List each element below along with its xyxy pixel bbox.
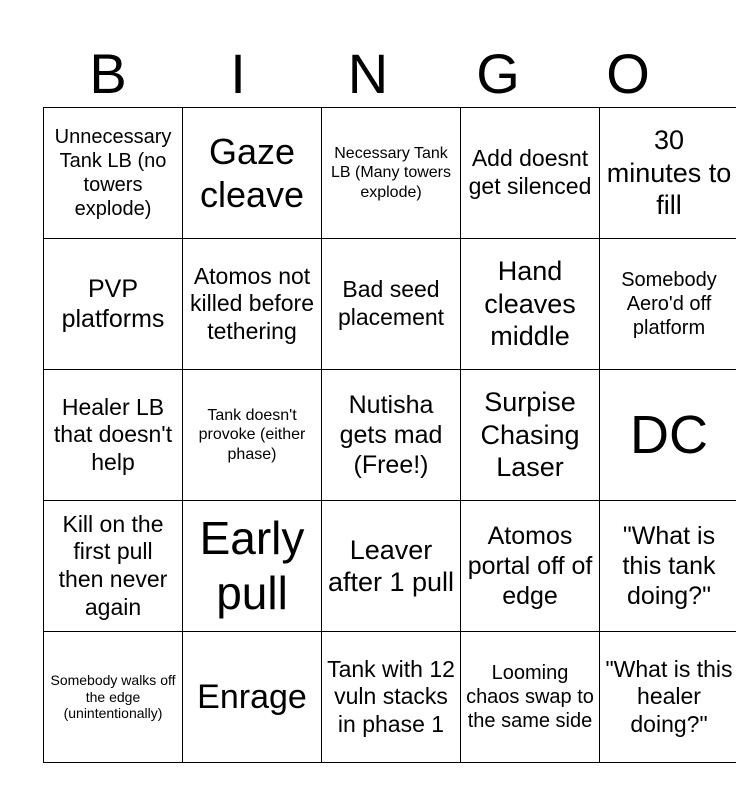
cell-label: Enrage [197,677,307,716]
cell-label: 30 minutes to fill [606,125,732,221]
header-letter-n: N [347,42,389,105]
cell-label: Atomos not killed before tethering [189,262,315,344]
bingo-cell[interactable] [183,239,322,370]
board-row [44,239,736,370]
cell-label: Leaver after 1 pull [327,534,455,597]
bingo-cell[interactable] [322,501,461,632]
header-letter-i: I [230,42,246,105]
bingo-cell[interactable] [461,370,600,501]
bingo-cell[interactable] [461,239,600,370]
cell-label: Add doesnt get silenced [468,145,592,199]
bingo-cell[interactable] [600,108,736,239]
bingo-cell[interactable] [461,501,600,632]
bingo-cell[interactable] [600,632,736,763]
bingo-cell[interactable] [322,632,461,763]
bingo-cell[interactable] [600,239,736,370]
cell-label: Gaze cleave [199,130,305,215]
bingo-cell[interactable] [461,632,600,763]
board-row [44,501,736,632]
bingo-cell[interactable] [44,632,183,763]
bingo-cell[interactable] [322,239,461,370]
bingo-cell[interactable] [44,108,183,239]
cell-label: Early pull [199,511,305,619]
cell-label: Atomos portal off of edge [467,522,593,610]
bingo-cell[interactable] [183,370,322,501]
bingo-cell[interactable] [600,501,736,632]
cell-label: PVP platforms [61,275,165,333]
cell-label: Tank doesn't provoke (either phase) [198,407,306,463]
cell-label: Somebody walks off the edge (unintentionally) [50,671,176,722]
bingo-cell[interactable] [44,239,183,370]
board-row [44,370,736,501]
bingo-cell[interactable] [600,370,736,501]
bingo-header [43,40,693,108]
bingo-cell[interactable] [322,108,461,239]
cell-label: Tank with 12 vuln stacks in phase 1 [327,655,455,737]
cell-label: Bad seed placement [337,276,445,330]
cell-label: Healer LB that doesn't help [53,393,173,475]
cell-label: Necessary Tank LB (Many towers explode) [330,145,452,201]
bingo-cell[interactable] [322,370,461,501]
cell-label: Nutisha gets mad (Free!) [339,391,443,479]
cell-label: "What is this healer doing?" [605,655,733,737]
cell-label: Somebody Aero'd off platform [621,269,717,339]
cell-label: Kill on the first pull then never again [58,510,168,620]
header-letter-o: O [606,42,650,105]
board-row [44,632,736,763]
bingo-cell[interactable] [44,370,183,501]
header-letter-b: B [89,42,127,105]
cell-label: Unnecessary Tank LB (no towers explode) [54,126,172,220]
bingo-board [43,107,736,763]
cell-label: Surpise Chasing Laser [480,387,580,483]
board-row [44,108,736,239]
bingo-cell[interactable] [183,632,322,763]
header-letter-g: G [476,42,520,105]
cell-label: Hand cleaves middle [484,256,576,352]
bingo-cell[interactable] [461,108,600,239]
cell-label: Looming chaos swap to the same side [466,662,594,732]
bingo-cell[interactable] [183,501,322,632]
bingo-cell[interactable] [183,108,322,239]
cell-label: DC [630,404,708,465]
bingo-cell[interactable] [44,501,183,632]
cell-label: "What is this tank doing?" [622,522,716,610]
